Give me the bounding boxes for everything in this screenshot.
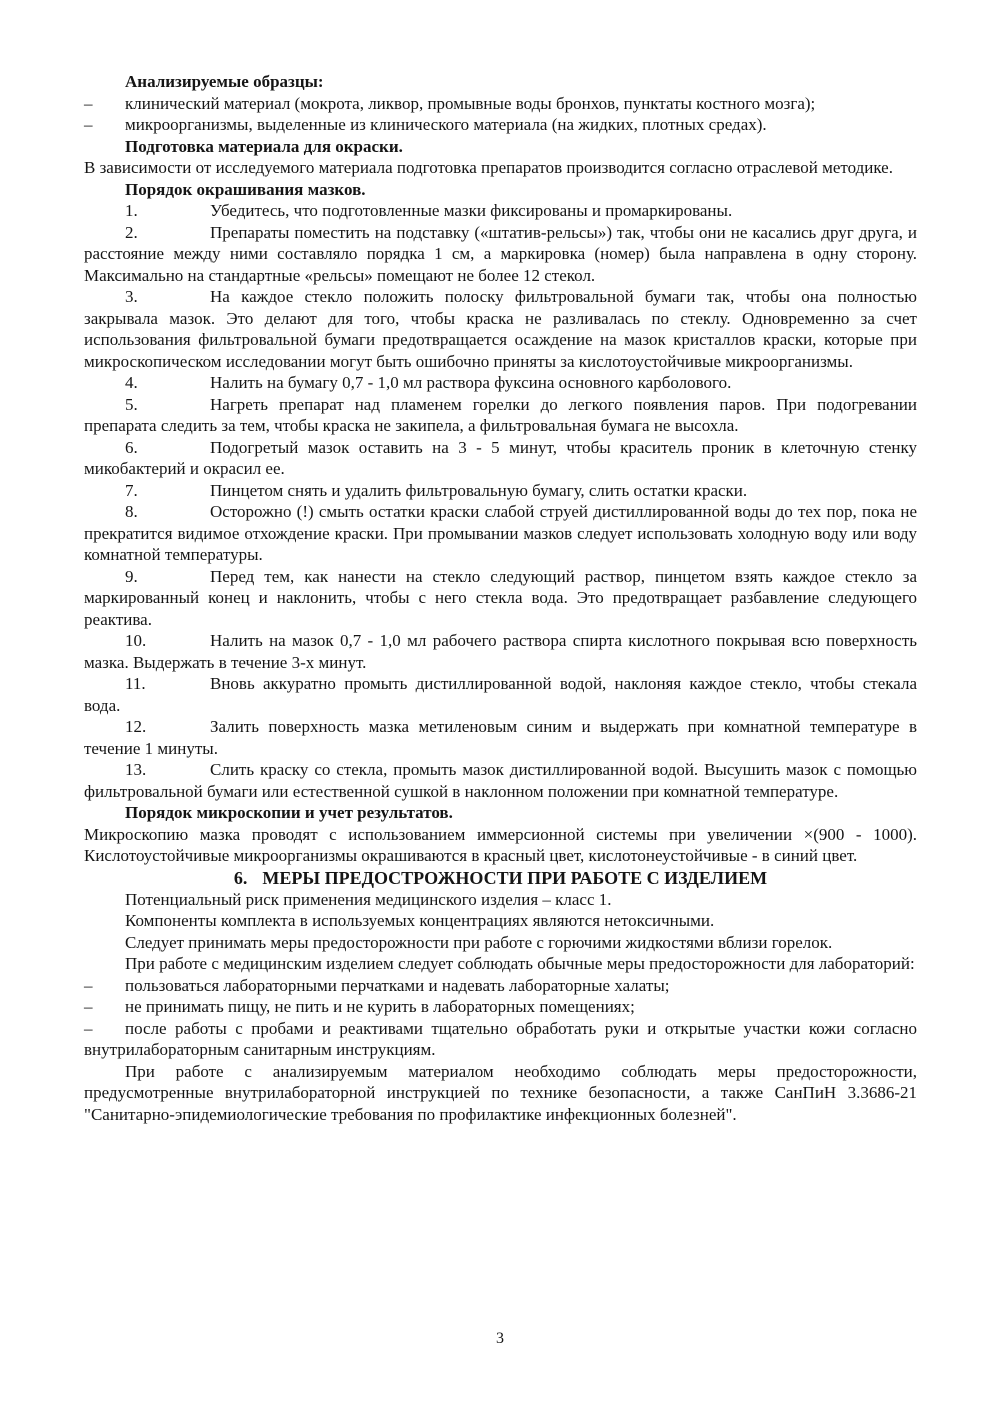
dash-marker: –	[84, 997, 93, 1016]
dash-marker: –	[84, 115, 93, 134]
numbered-list-item: 5. Нагреть препарат над пламенем горелки до легкого появления паров. При подогревании препарата следить за тем, чтобы краска не закипела, а фильтровальная бумага не высохла.	[84, 394, 917, 435]
item-number: 9.	[125, 566, 138, 586]
item-number: 1.	[125, 201, 138, 220]
numbered-list-item: 11. Вновь аккуратно промыть дистиллированной водой, наклоняя каждое стекло, чтобы стекала вода.	[84, 674, 917, 715]
dash-list-item: – не принимать пищу, не пить и не курить в лабораторных помещениях;	[84, 997, 635, 1016]
dash-marker: –	[84, 93, 93, 113]
dash-list-item: – микроорганизмы, выделенные из клинического материала (на жидких, плотных средах).	[84, 115, 767, 134]
item-number: 8.	[125, 502, 138, 521]
dash-list-item: – пользоваться лабораторными перчатками и надевать лабораторные халаты;	[84, 975, 670, 995]
paragraph: Компоненты комплекта в используемых концентрациях являются нетоксичными.	[125, 911, 715, 930]
paragraph: При работе с медицинским изделием следует соблюдать обычные меры предосторожности для лабораторий:	[125, 954, 915, 973]
paragraph: Микроскопию мазка проводят с использованием иммерсионной системы при увеличении ×(900 - 1000). Кислотоустойчивые микроорганизмы окрашиваются в красный цвет, кислотонеустойчивые - в синий цвет.	[84, 824, 917, 865]
numbered-list-item: 3. На каждое стекло положить полоску фильтровальной бумаги так, чтобы она полностью закрывала мазок. Это делают для того, чтобы краска не разливалась по стеклу. Одновременно за счет использования фильтровальной бумаги предотвращается осаждение на мазок кристаллов краски, которые при микроскопическом исследовании могут быть ошибочно приняты за кислотоустойчивые микроорганизмы.	[84, 287, 917, 371]
item-number: 11.	[125, 674, 146, 693]
numbered-list-item: 10. Налить на мазок 0,7 - 1,0 мл рабочего раствора спирта кислотного покрывая всю поверхность мазка. Выдержать в течение 3-х минут.	[84, 631, 917, 672]
item-number: 13.	[125, 760, 147, 779]
item-number: 3.	[125, 287, 138, 306]
document-body	[84, 71, 917, 1125]
numbered-list-item: 4. Налить на бумагу 0,7 - 1,0 мл раствора фуксина основного карболового.	[125, 373, 732, 392]
numbered-list-item: 13. Слить краску со стекла, промыть мазок дистиллированной водой. Высушить мазок с помощью фильтровальной бумаги или естественной сушкой в наклонном положении при комнатной температуре.	[84, 760, 917, 801]
dash-list-item: – клинический материал (мокрота, ликвор, промывные воды бронхов, пунктаты костного мозга);	[84, 93, 816, 113]
item-number: 7.	[125, 480, 138, 500]
numbered-list-item: 1. Убедитесь, что подготовленные мазки фиксированы и промаркированы.	[125, 201, 733, 220]
subsection-heading: Подготовка материала для окраски.	[125, 136, 403, 156]
page-number: 3	[496, 1330, 504, 1347]
item-number: 4.	[125, 373, 138, 392]
item-number: 2.	[125, 222, 138, 242]
dash-marker: –	[84, 975, 93, 995]
paragraph: Следует принимать меры предосторожности при работе с горючими жидкостями вблизи горелок.	[125, 932, 833, 952]
numbered-list-item: 9. Перед тем, как нанести на стекло следующий раствор, пинцетом взять каждое стекло за маркированный конец и наклонить, чтобы с него стекла вода. Это предотвращает разбавление следующего реактива.	[84, 566, 917, 629]
numbered-list-item: 12. Залить поверхность мазка метиленовым синим и выдержать при комнатной температуре в течение 1 минуты.	[84, 717, 917, 758]
paragraph: В зависимости от исследуемого материала подготовка препаратов производится согласно отраслевой методике.	[84, 158, 893, 177]
subsection-heading: Порядок окрашивания мазков.	[125, 179, 366, 199]
item-number: 6.	[125, 437, 138, 457]
numbered-list-item: 8. Осторожно (!) смыть остатки краски слабой струей дистиллированной воды до тех пор, пока не прекратится видимое отхождение краски. При промывании мазков следует использовать холодную воду или воду комнатной температуры.	[84, 502, 917, 564]
dash-list-item: – после работы с пробами и реактивами тщательно обработать руки и открытые участки кожи согласно внутрилабораторным санитарным инструкциям.	[84, 1018, 917, 1059]
subsection-heading: Анализируемые образцы:	[125, 72, 324, 91]
item-number: 12.	[125, 717, 147, 736]
section-number: 6.	[233, 867, 248, 888]
subsection-heading: Порядок микроскопии и учет результатов.	[125, 803, 453, 822]
numbered-list-item: 7. Пинцетом снять и удалить фильтровальную бумагу, слить остатки краски.	[125, 480, 748, 500]
paragraph: Потенциальный риск применения медицинского изделия – класс 1.	[125, 889, 612, 909]
dash-marker: –	[84, 1018, 93, 1038]
paragraph: При работе с анализируемым материалом необходимо соблюдать меры предосторожности, предусмотренные внутрилабораторной инструкцией по технике безопасности, а также СанПиН 3.3686-21 "Санитарно-эпидемиологические требования по профилактике инфекционных болезней".	[84, 1061, 917, 1124]
item-number: 5.	[125, 394, 138, 414]
section-heading: 6. МЕРЫ ПРЕДОСТРОЖНОСТИ ПРИ РАБОТЕ С ИЗДЕЛИЕМ	[233, 867, 768, 888]
item-number: 10.	[125, 631, 147, 650]
numbered-list-item: 6. Подогретый мазок оставить на 3 - 5 минут, чтобы краситель проник в клеточную стенку микобактерий и окрасил ее.	[84, 437, 917, 478]
numbered-list-item: 2. Препараты поместить на подставку («штатив-рельсы») так, чтобы они не касались друг друга, и расстояние между ними составляло порядка 1 см, а маркировка (номер) была направлена в одну сторону. Максимально на стандартные «рельсы» помещают не более 12 стекол.	[84, 222, 917, 285]
